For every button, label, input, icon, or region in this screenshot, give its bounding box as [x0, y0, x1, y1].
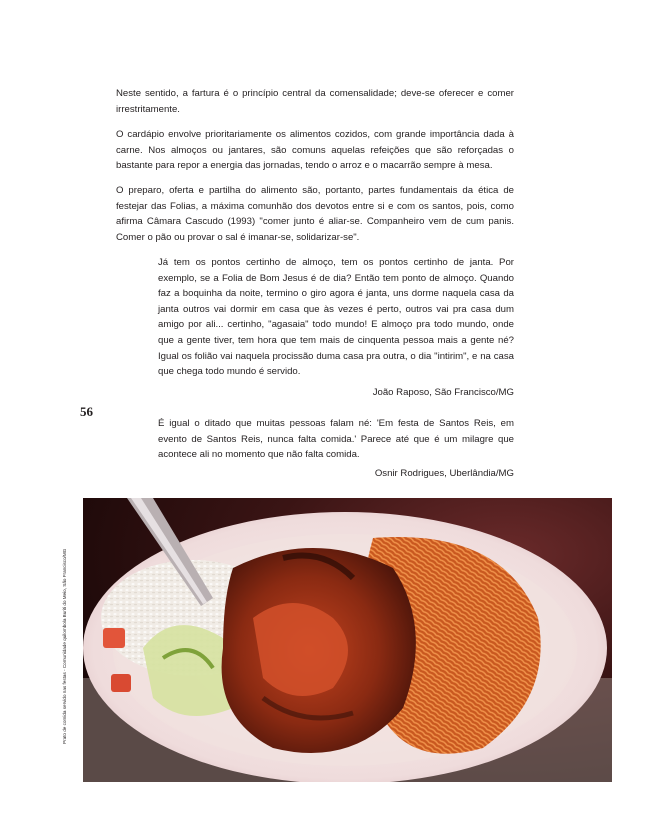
- block-quote-2: É igual o ditado que muitas pessoas falam né: 'Em festa de Santos Reis, em evento de Santos Reis, nunca falta comida.' Parece até que é um milagre que acontece ali no momento que não falta comida.: [158, 418, 514, 461]
- body-paragraph-1: Neste sentido, a fartura é o princípio central da comensalidade; deve-se oferecer e comer irrestritamente.: [116, 88, 514, 115]
- photo-caption: Prato de comida servido nas festas - Comunidade quilombola Buriti do Meio, São Francisco/MG: [62, 548, 67, 744]
- block-quote-1: Já tem os pontos certinho de almoço, tem os pontos certinho de janta. Por exemplo, se a Folia de Bom Jesus é de dia? Então tem ponto de almoço. Quando faz a boquinha da noite, termino o giro agora é janta, uns dorme naquela casa da janta outros vai dormir em casa que às vezes é perto, outros vai pra casa dum amigo por ali... certinho, "agasaia" todo mundo! E almoço pra todo mundo, onde que a gente tiver, tem hora que tem mais de cinquenta pessoa mais a gente né? Igual os folião vai naquela procissão duma casa pra outra, o dia "intirim", e na casa que chega todo mundo é servido.: [158, 257, 514, 378]
- page-number: 56: [80, 404, 93, 419]
- body-paragraph-2: O cardápio envolve prioritariamente os alimentos cozidos, com grande importância dada à carne. Nos almoços ou jantares, são comuns aquelas refeições que são reforçadas o bastante para repor a energia das jornadas, tendo o arroz e o macarrão sempre à mesa.: [116, 129, 514, 172]
- body-paragraph-3: O preparo, oferta e partilha do alimento são, portanto, partes fundamentais da ética de festejar das Folias, a máxima comunhão dos devotos entre si e com os santos, pois, como afirma Câmara Cascudo (1993) "comer junto é aliar-se. Companheiro vem de cum panis. Comer o pão ou provar o sal é imanar-se, solidarizar-se".: [116, 185, 514, 243]
- food-photo: [83, 498, 612, 782]
- quote-attribution-1: João Raposo, São Francisco/MG: [372, 387, 514, 398]
- quote-attribution-2: Osnir Rodrigues, Uberlândia/MG: [374, 468, 514, 479]
